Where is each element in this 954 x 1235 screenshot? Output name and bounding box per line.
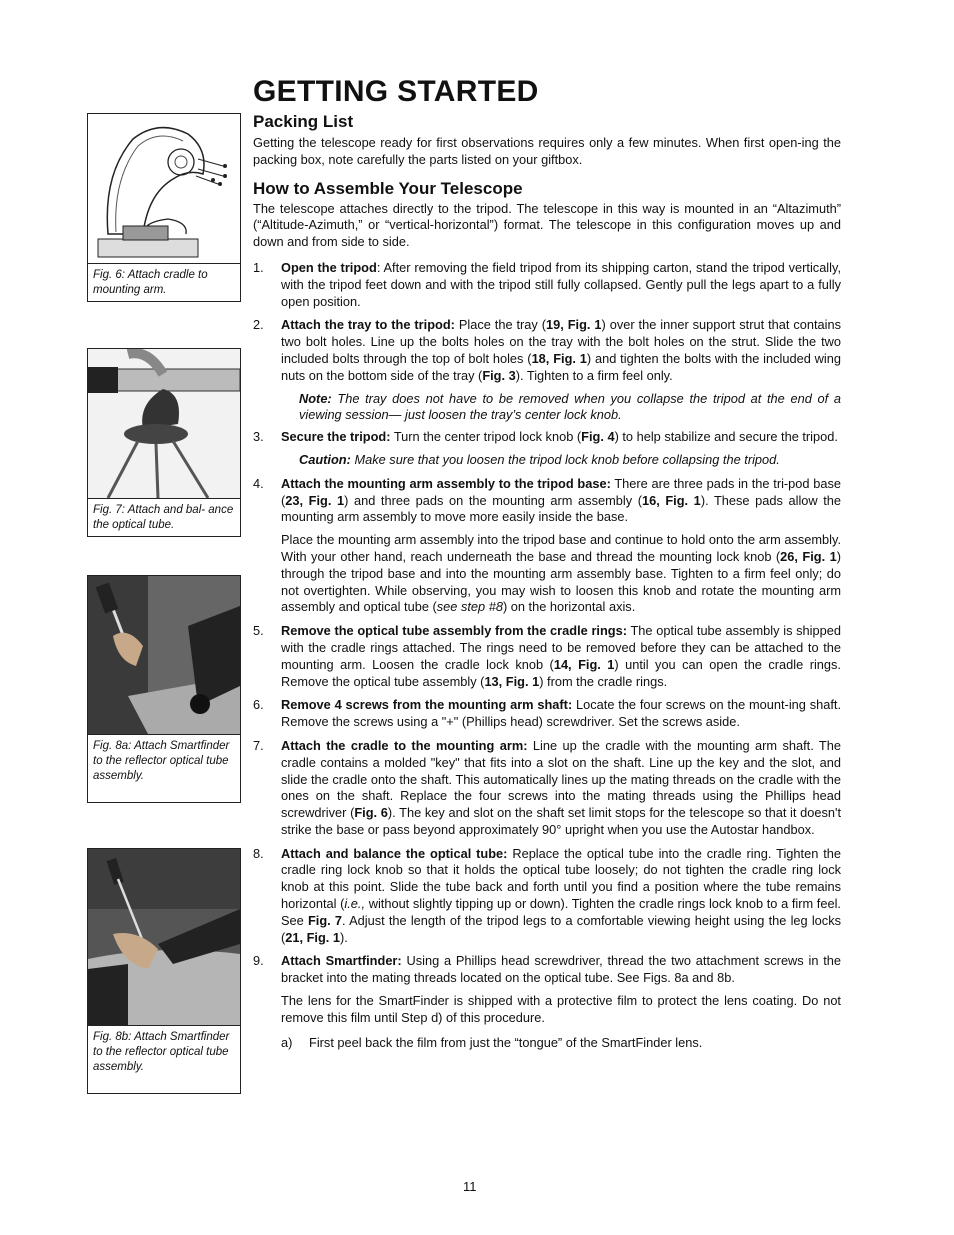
step-3 (253, 429, 841, 446)
step-8 (253, 846, 841, 947)
step-text: The optical tube assembly is shipped with the cradle rings attached. The rings need to be removed before they can be attached to the mounting arm. Loosen the cradle lock knob ( (281, 623, 841, 672)
page-title: GETTING STARTED (253, 75, 539, 108)
step-number: 6. (253, 697, 264, 713)
step-ref-italic: see step #8 (436, 599, 503, 615)
figure-ref: 23, Fig. 1 (285, 492, 345, 508)
smartfinder-screw-photo (88, 849, 240, 1025)
substep-letter: a) (281, 1034, 293, 1050)
step-2 (253, 317, 841, 384)
figure-8b-caption: Fig. 8b: Attach Smartfinder to the reflector optical tube assembly. (87, 1025, 241, 1094)
step-6 (253, 697, 841, 731)
step-text: ) over the inner support strut that contains two bolt holes. Line up the bolts holes on the tray with the bolt holes on the strut. Slide the two included bolts through the top of bolt holes ( (281, 317, 841, 366)
figure-6-image (87, 113, 241, 264)
step-text: ) and three pads on the mounting arm assembly ( (344, 492, 642, 508)
figure-ref: Fig. 4 (581, 429, 615, 445)
figure-ref: 13, Fig. 1 (484, 673, 540, 689)
tray-note (253, 391, 841, 425)
note-text: The tray does not have to be removed when you collapse the tripod at the end of a viewing session— just loosen the tray’s center lock knob. (299, 390, 841, 423)
step-number: 7. (253, 737, 264, 753)
step-text: ) until you can open the cradle rings. Remove the optical tube assembly ( (281, 656, 841, 689)
step-lead: Remove the optical tube assembly from the cradle rings: (281, 623, 627, 639)
main-column (253, 112, 841, 1051)
step-lead: Attach the mounting arm assembly to the tripod base: (281, 475, 611, 491)
step-1 (253, 260, 841, 310)
figure-7-image (87, 348, 241, 499)
step-number: 9. (253, 953, 264, 969)
figure-ref: 16, Fig. 1 (641, 492, 701, 508)
step-text: Locate the four screws on the mount-ing shaft. Remove the screws using a "+" (Phillips head) screwdriver. Set the screws aside. (281, 697, 842, 730)
step-lead: Attach the cradle to the mounting arm: (281, 737, 528, 753)
figure-ref: 21, Fig. 1 (285, 929, 341, 945)
step-9a (253, 1035, 841, 1052)
figure-ref: 18, Fig. 1 (531, 350, 587, 366)
step-text: There are three pads in the tri-pod base ( (281, 475, 842, 508)
step-text: Line up the cradle with the mounting arm shaft. The cradle contains a molded "key" that fits into a slot on the shaft. Line up the key and the slot, and slide the cradle onto the shaft. This automatically lines up the mating threads on the cradle with the ones on the shaft. Replace the four screws into the mating threads using the Phillips head screwdriver ( (281, 737, 841, 821)
figure-ref: 19, Fig. 1 (546, 317, 602, 333)
step-text: Using a Phillips head screwdriver, thread the two attachment screws in the bracket into the mating threads located on the optical tube. See Figs. 8a and 8b. (281, 953, 842, 986)
caution-note (253, 452, 841, 469)
smartfinder-attach-photo (88, 576, 240, 734)
step-text: ). The key and slot on the shaft set limit stops for the telescope so that it doesn't strike the base or pass beyond approximately 90° upright when you use the Autostar handbox. (281, 805, 842, 837)
step-4 (253, 476, 841, 526)
figure-ref: Fig. 6 (354, 805, 388, 821)
step-text: : After removing the field tripod from its shipping carton, stand the tripod vertically, with the tripod feet down and with the tripod still fully collapsed. Gently pull the legs apart to a fully open position. (281, 259, 842, 309)
figure-8a-caption: Fig. 8a: Attach Smartfinder to the reflector optical tube assembly. (87, 734, 241, 803)
step-ref-italic: i.e., (344, 896, 366, 912)
step-number: 5. (253, 623, 264, 639)
step-text: ). These pads allow the mounting arm assembly to move more easily inside the base. (281, 492, 842, 525)
telescope-on-tripod-photo (88, 349, 240, 498)
step-number: 8. (253, 845, 264, 861)
step-text: . Adjust the length of the tripod legs to a comfortable viewing height using the leg locks ( (281, 912, 841, 945)
step-text: First peel back the film from just the “tongue” of the SmartFinder lens. (309, 1034, 703, 1050)
step-9-continued: The lens for the SmartFinder is shipped with a protective film to protect the lens coating. Do not remove this film until Step d) of this procedure. (281, 993, 841, 1025)
step-4-continued (253, 532, 841, 616)
step-text: ). Tighten to a firm feel only. (515, 367, 673, 383)
figure-ref: Fig. 3 (482, 367, 516, 383)
step-text: Replace the optical tube into the cradle ring. Tighten the cradle ring lock knob so that it holds the optical tube loosely; do not tighten the cradle ring lock knob at this point. Slide the tube back and forth until you find a position where the tube remains horizontal ( (281, 845, 841, 912)
caution-lead: Caution: (299, 451, 351, 467)
step-lead: Secure the tripod: (281, 429, 391, 445)
step-5 (253, 623, 841, 690)
step-text: ) from the cradle rings. (539, 673, 668, 689)
step-lead: Open the tripod (281, 259, 377, 275)
step-9 (253, 953, 841, 987)
figure-ref: 14, Fig. 1 (553, 656, 615, 672)
step-text: without slightly tipping up or down). Tighten the cradle rings lock knob to a firm feel. See (281, 896, 841, 928)
step-text: Turn the center tripod lock knob ( (390, 429, 582, 445)
step-text: Place the tray ( (454, 317, 547, 333)
figure-ref: Fig. 7 (307, 912, 343, 928)
step-lead: Attach and balance the optical tube: (281, 845, 508, 861)
step-text: ). (340, 929, 348, 945)
figure-ref: 26, Fig. 1 (780, 548, 837, 564)
figure-8a-image (87, 575, 241, 735)
step-number: 4. (253, 475, 264, 491)
figure-7-caption: Fig. 7: Attach and bal- ance the optical tube. (87, 498, 241, 537)
assemble-heading: How to Assemble Your Telescope (253, 178, 523, 198)
step-number: 2. (253, 317, 264, 333)
page-number: 11 (463, 1179, 477, 1194)
assemble-intro: The telescope attaches directly to the tripod. The telescope in this way is mounted in an “Altazimuth” (“Altitude-Azimuth,” or “vertical-horizontal”) format. The telescope in this configuration moves up and down and from side to side. (253, 200, 841, 250)
step-number: 3. (253, 429, 264, 445)
caution-text: Make sure that you loosen the tripod lock knob before collapsing the tripod. (350, 451, 780, 467)
step-lead: Attach Smartfinder: (281, 953, 402, 969)
step-text: ) through the tripod base and into the mounting arm assembly base. Tighten to a firm feel only; do not overtighten. While observing, you may wish to loosen this knob and rotate the mounting arm assembly and optical tube ( (281, 548, 841, 615)
figure-8b-image (87, 848, 241, 1026)
step-text: ) on the horizontal axis. (502, 599, 636, 615)
figure-6-caption: Fig. 6: Attach cradle to mounting arm. (87, 263, 241, 302)
step-number: 1. (253, 259, 264, 275)
step-text: ) and tighten the bolts with the included wing nuts on the bottom side of the tray ( (281, 350, 841, 383)
packing-list-text: Getting the telescope ready for first observations requires only a few minutes. When first open-ing the packing box, note carefully the parts listed on your giftbox. (253, 135, 841, 167)
step-7 (253, 738, 841, 839)
step-lead: Attach the tray to the tripod: (281, 317, 455, 333)
step-lead: Remove 4 screws from the mounting arm shaft: (281, 697, 573, 713)
step-text: ) to help stabilize and secure the tripod. (614, 429, 838, 445)
cradle-mounting-arm-illustration (88, 114, 240, 263)
packing-list-heading: Packing List (253, 112, 354, 131)
note-lead: Note: (299, 390, 332, 406)
step-text: Place the mounting arm assembly into the tripod base and continue to hold onto the arm assembly. With your other hand, reach underneath the base and thread the mounting lock knob ( (281, 532, 841, 564)
